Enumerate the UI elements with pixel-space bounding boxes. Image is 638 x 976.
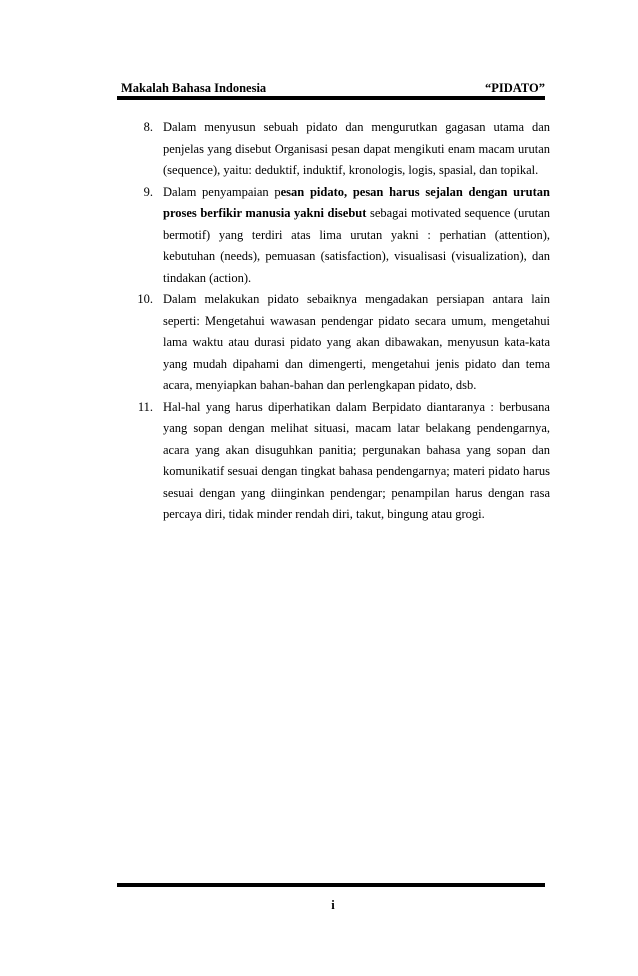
list-item-10 [117, 289, 550, 397]
list-item-9 [117, 182, 550, 290]
footer-rule [117, 883, 545, 887]
list-item-text-part: Dalam penyampaian p [163, 184, 281, 199]
list-item-text: Hal-hal yang harus diperhatikan dalam Berpidato diantaranya : berbusana yang sopan dengan melihat situasi, macam latar belakang pendengarnya, acara yang akan disuguhkan panitia; pergunakan bahasa yang sopan dan komunikatif sesuai dengan tingkat bahasa pendengarnya; materi pidato harus sesuai dengan yang diinginkan pendengar; penampilan harus dengan rasa percaya diri, tidak minder rendah diri, takut, bingung atau grogi. [163, 399, 550, 521]
header-rule [117, 96, 545, 100]
list-item-text: Dalam melakukan pidato sebaiknya mengadakan persiapan antara lain seperti: Mengetahui wawasan pendengar pidato secara umum, mengetahui lama waktu atau durasi pidato yang akan dibawakan, menyusun kata-kata yang mudah dipahami dan dimengerti, mengetahui jenis pidato dan tema acara, menyiapkan bahan-bahan dan perlengkapan pidato, dsb. [163, 292, 550, 392]
numbered-list [117, 117, 550, 526]
list-item-text [163, 182, 550, 290]
list-item-text: Dalam menyusun sebuah pidato dan mengurutkan gagasan utama dan penjelas yang disebut Organisasi pesan dapat mengikuti enam macam urutan (sequence), yaitu: deduktif, induktif, kronologis, logis, spasial, dan topikal. [163, 120, 550, 177]
list-item-number: 9. [143, 184, 153, 199]
list-item-number: 10. [137, 292, 153, 306]
header-topic: “PIDATO” [485, 81, 545, 95]
list-item-number: 8. [143, 120, 153, 134]
page-number: i [331, 898, 335, 912]
list-item-8 [117, 117, 550, 182]
header-title: Makalah Bahasa Indonesia [121, 81, 267, 95]
list-item-text-part: sebagai motivated sequence (urutan bermotif) yang terdiri atas lima urutan yakni : perhatian (attention), kebutuhan (needs), pemuasan (satisfaction), visualisasi (visualization), dan tindakan (action). [163, 206, 551, 285]
list-item-text-bold: esan pidato, pesan harus sejalan dengan urutan proses berfikir manusia yakni disebut [163, 184, 550, 220]
list-item-number: 11. [137, 399, 153, 414]
list-item-11 [117, 397, 550, 526]
